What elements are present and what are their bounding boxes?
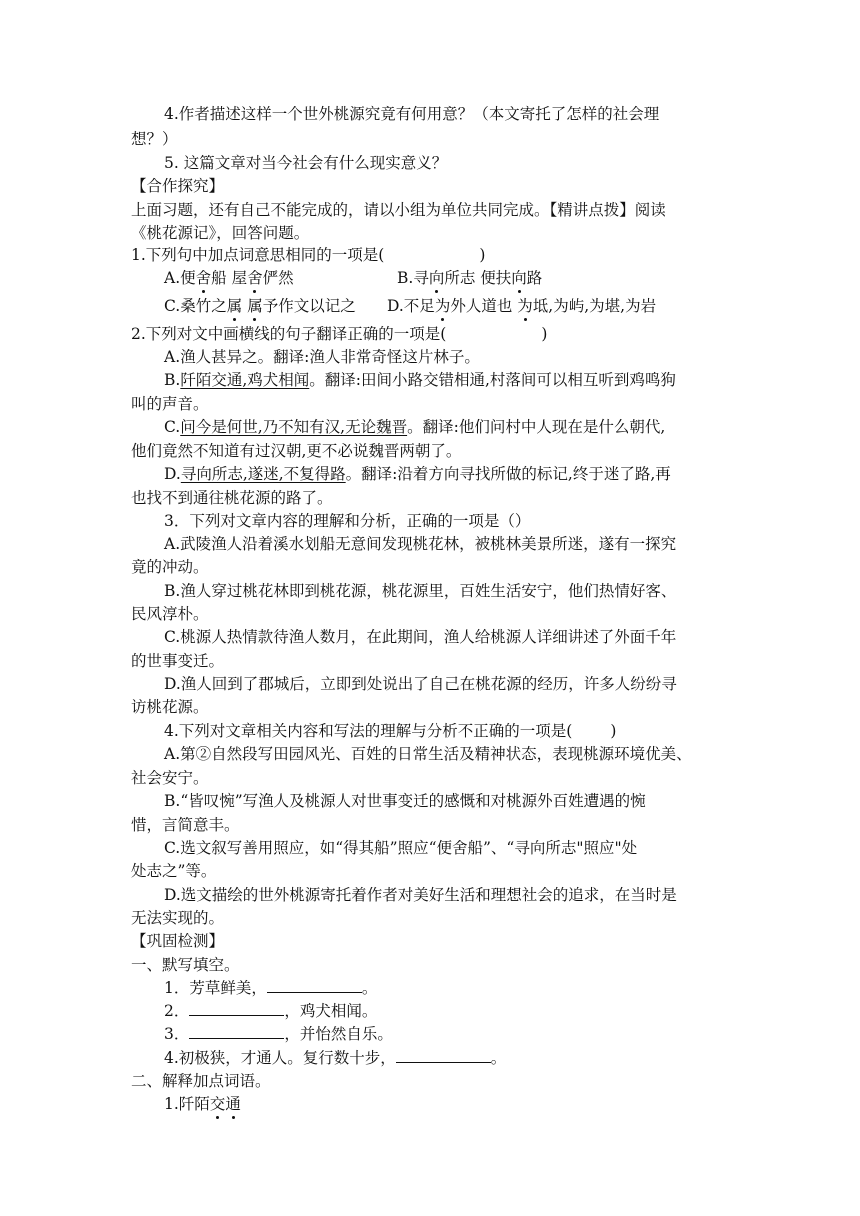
mcq2-option-b-cont: 叫的声音。	[131, 395, 209, 413]
mcq4-option-d-line2: 无法实现的。	[131, 909, 225, 927]
text: 船 屋	[211, 269, 248, 287]
dotted-char: 为	[517, 297, 533, 315]
fill-blank-1	[164, 978, 377, 998]
underlined-quote: 问今是何世,乃不知有汉,无论魏晋	[180, 418, 408, 436]
text: 。翻译:沿着方向寻找所做的标记,终于迷了路,再	[345, 465, 671, 483]
dotted-char: 为	[434, 297, 451, 315]
text: 1．芳草鲜美，	[164, 979, 267, 997]
mcq2-option-d-cont: 也找不到通往桃花源的路了。	[131, 489, 333, 507]
text: 所志 便扶	[444, 269, 512, 287]
dotted-char: 舍	[247, 269, 263, 287]
question-4-line1: 4.作者描述这样一个世外桃源究竟有何用意？（本文寄托了怎样的社会理	[164, 105, 660, 123]
part1-heading: 一、默写填空。	[131, 956, 240, 974]
mcq2-option-d	[164, 464, 671, 484]
text: 。翻译:田间小路交错相通,村落间可以相互听到鸡鸣狗	[309, 371, 676, 389]
mcq1-option-b	[397, 268, 542, 288]
mcq2-stem	[131, 324, 547, 344]
text: 。	[490, 1049, 507, 1067]
mcq3-option-b-line2: 民风淳朴。	[131, 605, 209, 623]
text: 2．	[164, 1002, 190, 1020]
cooperate-text-line1: 上面习题，还有自己不能完成的，请以小组为单位共同完成。【精讲点拨】阅读	[131, 201, 666, 219]
text: D.不足	[387, 297, 435, 315]
answer-blank[interactable]	[267, 978, 362, 993]
mcq1-stem-text: 1.下列句中加点词意思相同的一项是(	[131, 246, 385, 264]
mcq4-option-a-line2: 社会安宁。	[131, 769, 209, 787]
text: B.	[164, 371, 181, 389]
dotted-char: 向	[428, 269, 445, 287]
mcq4-option-c-line1: C.选文叙写善用照应，如“得其船”照应“便舍船”、“寻向所志"照应"处	[164, 839, 638, 857]
cooperate-text-line2: 《桃花源记》，回答问题。	[131, 224, 310, 242]
mcq3-option-c-line2: 的世事变迁。	[131, 652, 225, 670]
text: ，鸡犬相闻。	[284, 1002, 378, 1020]
text: 3．	[164, 1025, 190, 1043]
text: 。	[361, 979, 378, 997]
dotted-char: 属	[247, 297, 263, 315]
answer-blank[interactable]	[189, 1024, 284, 1039]
mcq4-close: )	[610, 722, 617, 740]
mcq4-option-b-line2: 惜，言简意丰。	[131, 816, 240, 834]
underlined-quote: 寻向所志,遂迷,不复得路	[180, 465, 346, 483]
text: 予作文以记之	[262, 297, 356, 315]
mcq2-option-c-cont: 他们竟然不知道有过汉朝,更不必说魏晋两朝了。	[131, 442, 462, 460]
explain-item-1	[164, 1094, 241, 1114]
question-5: 5. 这篇文章对当今社会有什么现实意义？	[164, 154, 448, 172]
mcq3-option-c-line1: C.桃源人热情款待渔人数月，在此期间，渔人给桃源人详细讲述了外面千年	[164, 628, 677, 646]
mcq4-option-c-line2: 处志之”等。	[131, 862, 217, 880]
mcq4-stem	[164, 721, 616, 741]
mcq3-option-a-line1: A.武陵渔人沿着溪水划船无意间发现桃花林，被桃林美景所迷，遂有一探究	[164, 535, 677, 553]
text: B.寻	[397, 269, 429, 287]
mcq1-option-d	[387, 296, 656, 316]
mcq4-stem-text: 4.下列对文章相关内容和写法的理解与分析不正确的一项是(	[164, 722, 573, 740]
mcq2-option-a: A.渔人甚异之。翻译:渔人非常奇怪这片林子。	[164, 348, 480, 366]
answer-blank[interactable]	[189, 1001, 284, 1016]
text: C.	[164, 418, 181, 436]
mcq3-option-d-line2: 访桃花源。	[131, 698, 209, 716]
section-heading-consolidate: 【巩固检测】	[131, 932, 225, 950]
fill-blank-4	[164, 1048, 506, 1068]
text: 路	[526, 269, 543, 287]
dotted-char: 属	[226, 297, 243, 315]
mcq4-option-a-line1: A.第②自然段写田园风光、百姓的日常生活及精神状态，表现桃源环境优美、	[164, 745, 692, 763]
text: 1.阡陌	[164, 1095, 210, 1113]
mcq1-stem	[131, 245, 485, 265]
mcq2-option-b	[164, 370, 676, 390]
underlined-quote: 阡陌交通,鸡犬相闻	[180, 371, 310, 389]
text: 4.初极狭，才通人。复行数十步，	[164, 1049, 396, 1067]
mcq3-option-b-line1: B.渔人穿过桃花林即到桃花源，桃花源里，百姓生活安宁，他们热情好客、	[164, 582, 677, 600]
mcq4-option-d-line1: D.选文描绘的世外桃源寄托着作者对美好生活和理想社会的追求，在当时是	[164, 886, 677, 904]
text: 。翻译:他们问村中人现在是什么朝代,	[407, 418, 666, 436]
mcq4-option-b-line1: B.“皆叹惋”写渔人及桃源人对世事变迁的感慨和对桃源外百姓遭遇的惋	[164, 792, 646, 810]
dotted-char: 交	[209, 1095, 226, 1113]
question-4-line2: 想？）	[131, 130, 178, 148]
fill-blank-3	[164, 1024, 393, 1044]
mcq1-close: )	[479, 246, 486, 264]
text: ，并怡然自乐。	[284, 1025, 393, 1043]
mcq3-stem: 3．下列对文章内容的理解和分析，正确的一项是（）	[164, 512, 531, 530]
mcq3-option-a-line2: 竟的冲动。	[131, 558, 209, 576]
mcq1-option-c	[164, 296, 356, 316]
text: C.桑竹之	[164, 297, 227, 315]
part2-heading: 二、解释加点词语。	[131, 1072, 271, 1090]
dotted-char: 舍	[195, 269, 212, 287]
section-heading-cooperate: 【合作探究】	[131, 177, 225, 195]
dotted-char: 通	[225, 1095, 241, 1113]
text: 坻,为屿,为堪,为岩	[532, 297, 657, 315]
mcq1-options-ab	[164, 268, 294, 288]
mcq3-option-d-line1: D.渔人回到了郡城后，立即到处说出了自己在桃花源的经历，许多人纷纷寻	[164, 675, 677, 693]
answer-blank[interactable]	[396, 1048, 491, 1063]
mcq1-option-a	[164, 269, 294, 287]
text: 俨然	[262, 269, 294, 287]
dotted-char: 向	[511, 269, 527, 287]
text: 外人道也	[450, 297, 518, 315]
mcq2-close: )	[541, 325, 548, 343]
mcq2-stem-text: 2.下列对文中画横线的句子翻译正确的一项是(	[131, 325, 447, 343]
mcq2-option-c	[164, 417, 665, 437]
fill-blank-2	[164, 1001, 377, 1021]
text: D.	[164, 465, 181, 483]
text: A.便	[164, 269, 196, 287]
